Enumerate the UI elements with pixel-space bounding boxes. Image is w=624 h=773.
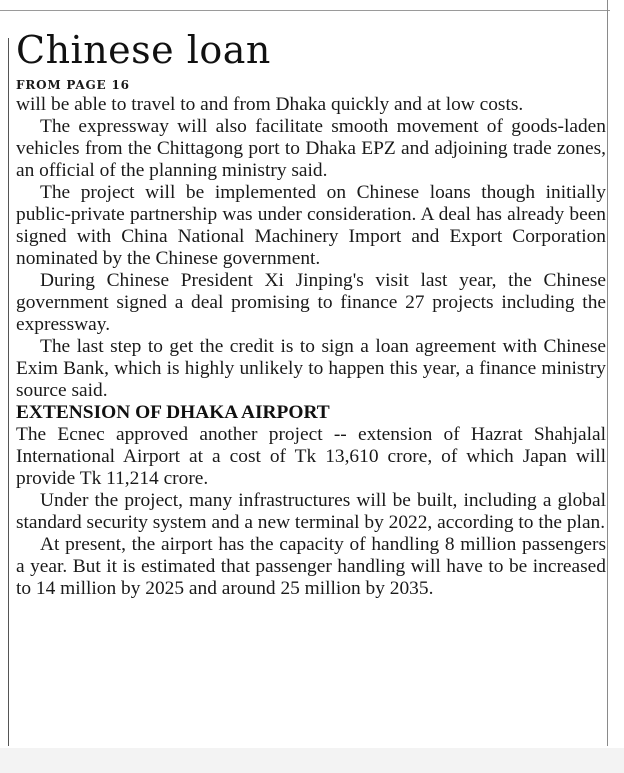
headline: Chinese loan (16, 28, 271, 72)
article-paragraph: The Ecnec approved another project -- extension of Hazrat Shahjalal International Airport at a cost of Tk 13,610 crore, of which Japan will provide Tk 11,214 crore. (16, 424, 606, 489)
section-subheading: EXTENSION OF DHAKA AIRPORT (16, 402, 330, 423)
article-paragraph: During Chinese President Xi Jinping's visit last year, the Chinese government signed a deal promising to finance 27 projects including the expressway. (16, 270, 606, 335)
article (16, 24, 606, 600)
article-paragraph: Under the project, many infrastructures will be built, including a global standard security system and a new terminal by 2022, according to the plan. (16, 490, 606, 533)
continuation-label: FROM PAGE 16 (16, 78, 130, 92)
column-left-rule (8, 38, 9, 746)
page-bottom-margin (0, 748, 624, 773)
article-paragraph: The expressway will also facilitate smooth movement of goods-laden vehicles from the Chittagong port to Dhaka EPZ and adjoining trade zones, an official of the planning ministry said. (16, 116, 606, 181)
article-paragraph: The last step to get the credit is to sign a loan agreement with Chinese Exim Bank, which is highly unlikely to happen this year, a finance ministry source said. (16, 336, 606, 401)
column-right-rule (607, 0, 608, 746)
article-paragraph: At present, the airport has the capacity of handling 8 million passengers a year. But it is estimated that passenger handling will have to be increased to 14 million by 2025 and around 25 million by 2035. (16, 534, 606, 599)
article-paragraph: The project will be implemented on Chinese loans though initially public-private partnership was under consideration. A deal has already been signed with China National Machinery Import and Export Corporation nominated by the Chinese government. (16, 182, 606, 269)
top-rule (0, 10, 610, 11)
article-paragraph: will be able to travel to and from Dhaka quickly and at low costs. (16, 94, 524, 115)
